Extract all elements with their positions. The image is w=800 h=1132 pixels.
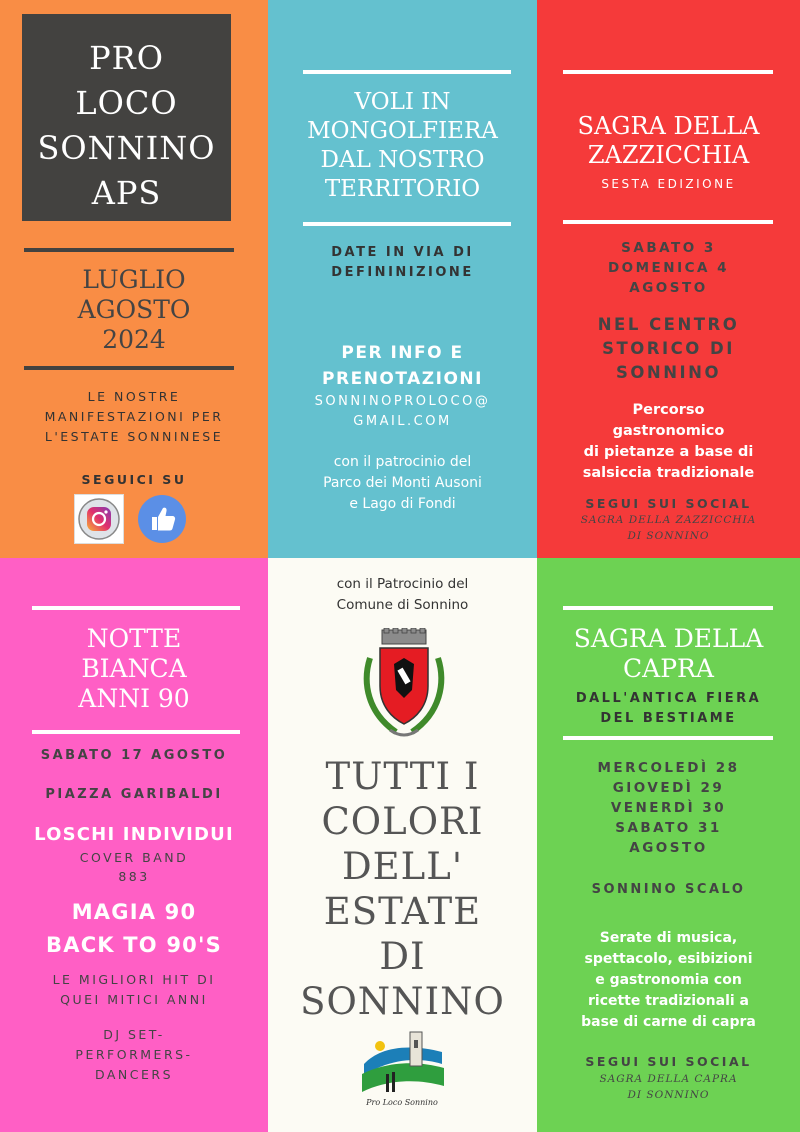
- band-name: LOSCHI INDIVIDUI: [34, 824, 234, 845]
- event-description: Serate di musica, spettacolo, esibizioni e gastronomia con ricette tradizionali a base di carne di capra: [581, 930, 756, 1030]
- event-place: NEL CENTRO STORICO DI SONNINO: [597, 315, 740, 382]
- event-period: LUGLIO AGOSTO 2024: [77, 265, 191, 354]
- divider: [563, 736, 773, 740]
- coat-of-arms-icon: [360, 628, 448, 743]
- divider: [24, 366, 234, 370]
- pro-loco-logo: [356, 1016, 448, 1112]
- divider: [303, 222, 511, 226]
- panel-pro-loco: [0, 0, 268, 558]
- instagram-icon[interactable]: [74, 494, 124, 544]
- event-place: SONNINO SCALO: [591, 882, 746, 897]
- social-name: SAGRA DELLA ZAZZICCHIA DI SONNINO: [580, 514, 757, 542]
- divider: [563, 70, 773, 74]
- main-headline: TUTTI I COLORI DELL' ESTATE DI SONNINO: [300, 755, 505, 1023]
- social-label: SEGUI SUI SOCIAL: [585, 1054, 752, 1069]
- divider: [303, 70, 511, 74]
- event-title: SAGRA DELLA CAPRA: [573, 624, 764, 683]
- event-dates: SABATO 3 DOMENICA 4 AGOSTO: [607, 240, 730, 296]
- page-title: PRO LOCO SONNINO APS: [37, 39, 216, 212]
- band-subtitle: COVER BAND 883: [79, 850, 189, 884]
- social-label: SEGUI SUI SOCIAL: [585, 496, 752, 511]
- event-description: Percorso gastronomico di pietanze a base di salsiccia tradizionale: [582, 402, 755, 481]
- divider: [32, 730, 240, 734]
- divider: [563, 220, 773, 224]
- event-title: NOTTE BIANCA ANNI 90: [78, 624, 190, 713]
- panel-mongolfiera: [268, 0, 537, 558]
- patronage-text: con il patrocinio del Parco dei Monti Ausoni e Lago di Fondi: [323, 454, 482, 512]
- magia-headline: MAGIA 90 BACK TO 90'S: [46, 900, 222, 957]
- divider: [32, 606, 240, 610]
- panel-main-title: [268, 558, 537, 1132]
- edition-label: SESTA EDIZIONE: [601, 177, 736, 191]
- hits-text: LE MIGLIORI HIT DI QUEI MITICI ANNI: [52, 972, 216, 1007]
- contact-email[interactable]: SONNINOPROLOCO@ GMAIL.COM: [314, 394, 491, 429]
- social-name: SAGRA DELLA CAPRA DI SONNINO: [599, 1073, 738, 1101]
- event-date: SABATO 17 AGOSTO: [40, 748, 228, 763]
- event-title: SAGRA DELLA ZAZZICCHIA: [577, 112, 760, 169]
- subtitle: LE NOSTRE MANIFESTAZIONI PER L'ESTATE SONNINESE: [44, 389, 224, 444]
- panel-notte-bianca: [0, 558, 268, 1132]
- divider: [563, 606, 773, 610]
- divider: [24, 248, 234, 252]
- panel-sagra-zazzicchia: [537, 0, 800, 558]
- follow-label: SEGUICI SU: [81, 472, 187, 487]
- info-heading: PER INFO E PRENOTAZIONI: [322, 343, 483, 389]
- title-box: [22, 14, 231, 221]
- logo-caption: Pro Loco Sonnino: [366, 1098, 438, 1107]
- event-dates: DATE IN VIA DI DEFININIZIONE: [331, 245, 474, 280]
- event-subtitle: DALL'ANTICA FIERA DEL BESTIAME: [575, 691, 762, 726]
- panel-sagra-capra: [537, 558, 800, 1132]
- event-dates: MERCOLEDÌ 28 GIOVEDÌ 29 VENERDÌ 30 SABATO 31 AGOSTO: [597, 760, 740, 856]
- thumbs-up-icon[interactable]: [137, 494, 187, 544]
- event-title: VOLI IN MONGOLFIERA DAL NOSTRO TERRITORIO: [307, 89, 498, 202]
- patronage-text: con il Patrocinio del Comune di Sonnino: [336, 576, 469, 613]
- dj-text: DJ SET- PERFORMERS- DANCERS: [75, 1027, 193, 1082]
- event-place: PIAZZA GARIBALDI: [45, 787, 223, 802]
